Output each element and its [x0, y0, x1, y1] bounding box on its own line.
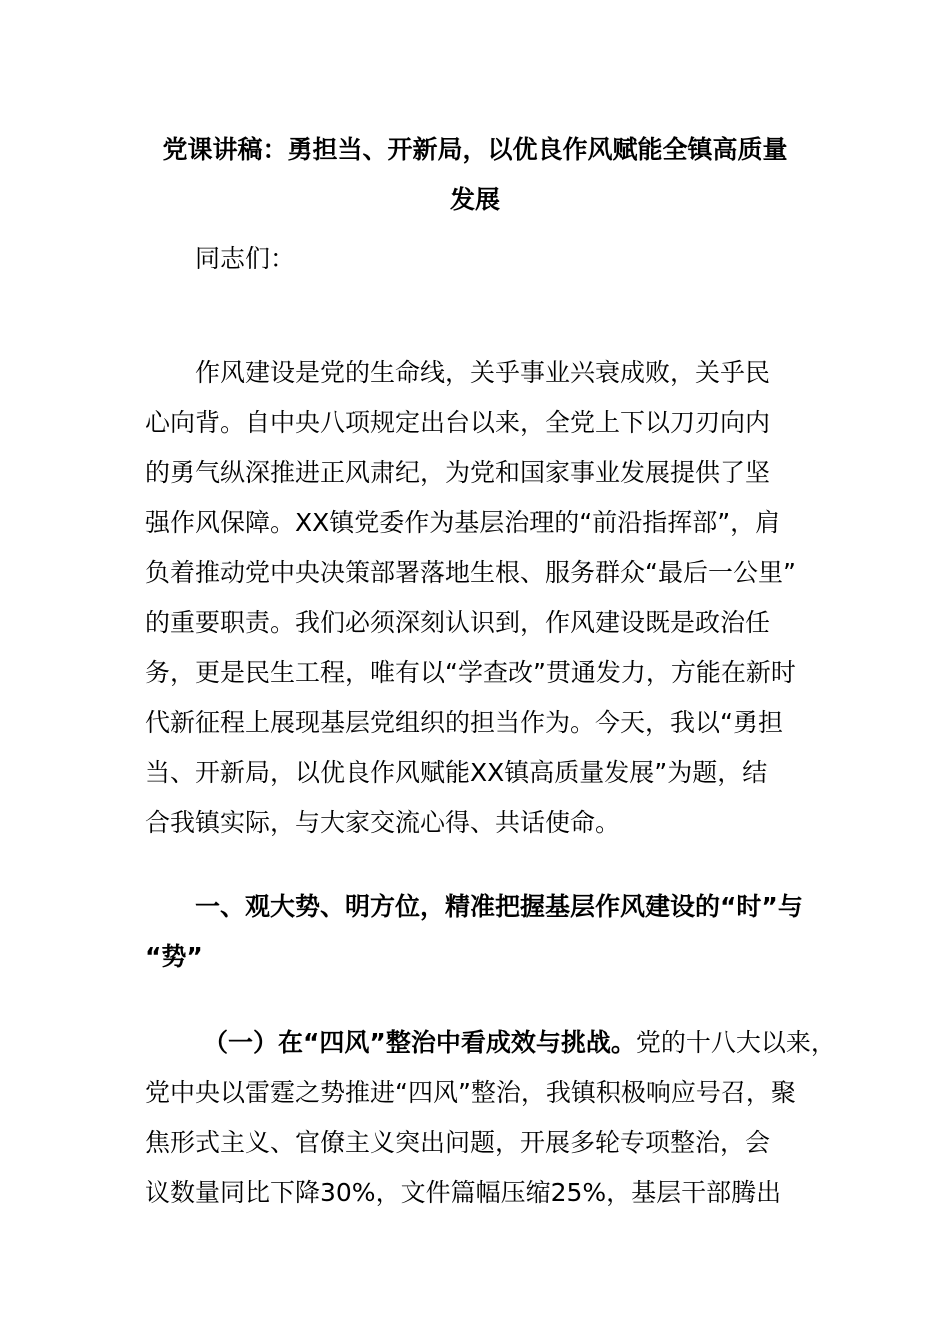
subsection-1-text: 党的十八大以来，	[635, 1028, 836, 1057]
intro-line: 心向背。自中央八项规定出台以来，全党上下以刀刃向内	[145, 408, 771, 437]
title-line-2: 发展	[449, 185, 500, 214]
intro-line: 负着推动党中央决策部署落地生根、服务群众“最后一公里”	[145, 558, 796, 587]
intro-paragraph	[145, 348, 805, 848]
subsection-1-line: 议数量同比下降30%，文件篇幅压缩25%，基层干部腾出	[145, 1178, 782, 1207]
intro-line: 作风建设是党的生命线，关乎事业兴衰成败，关乎民	[195, 358, 771, 387]
intro-line: 合我镇实际，与大家交流心得、共话使命。	[145, 808, 621, 837]
intro-line: 强作风保障。XX镇党委作为基层治理的“前沿指挥部”，肩	[145, 508, 781, 537]
greeting-text: 同志们：	[195, 244, 296, 273]
subsection-1-first-line	[145, 1018, 836, 1068]
section-1-heading	[145, 882, 805, 982]
document-title	[145, 125, 805, 225]
intro-line: 代新征程上展现基层党组织的担当作为。今天，我以“勇担	[145, 708, 783, 737]
subsection-1-line: 焦形式主义、官僚主义突出问题，开展多轮专项整治，会	[145, 1128, 771, 1157]
subsection-1-line: 党中央以雷霆之势推进“四风”整治，我镇积极响应号召，聚	[145, 1078, 796, 1107]
section-1-heading-line: “势”	[145, 942, 203, 971]
subsection-1-paragraph	[145, 1018, 836, 1218]
greeting	[145, 234, 855, 284]
title-line-1: 党课讲稿：勇担当、开新局，以优良作风赋能全镇高质量	[162, 135, 788, 164]
section-1-heading-line: 一、观大势、明方位，精准把握基层作风建设的“时”与	[195, 892, 803, 921]
intro-line: 的勇气纵深推进正风肃纪，为党和国家事业发展提供了坚	[145, 458, 771, 487]
subsection-1-heading: （一）在“四风”整治中看成效与挑战。	[203, 1028, 636, 1057]
intro-line: 务，更是民生工程，唯有以“学查改”贯通发力，方能在新时	[145, 658, 796, 687]
intro-line: 当、开新局，以优良作风赋能XX镇高质量发展”为题，结	[145, 758, 768, 787]
intro-line: 的重要职责。我们必须深刻认识到，作风建设既是政治任	[145, 608, 771, 637]
